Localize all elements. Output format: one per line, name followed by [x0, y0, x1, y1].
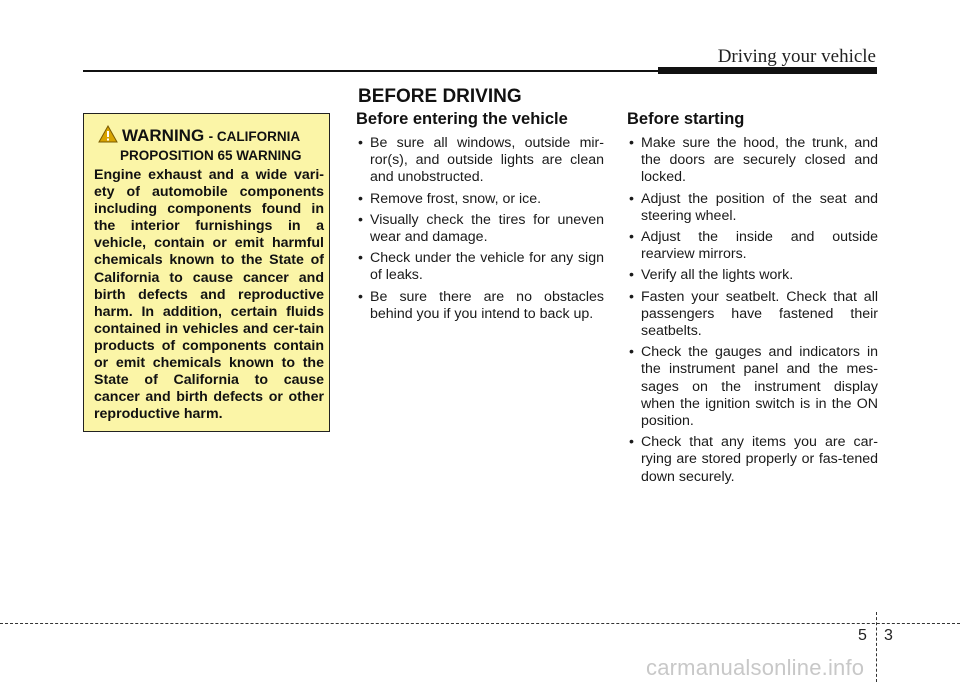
warning-box: [83, 113, 330, 432]
before-entering-list: [356, 135, 604, 323]
warning-subtitle-line2: PROPOSITION 65 WARNING: [120, 148, 302, 163]
list-item: • Check the gauges and indicators in the instrument panel and the mes-sages on the instrument display when the ignition switch is in the ON position.: [627, 344, 878, 430]
page-number: 3: [884, 627, 893, 644]
header-rule-accent: [658, 67, 877, 74]
list-item: • Fasten your seatbelt. Check that all passengers have fastened their seatbelts.: [627, 289, 878, 341]
list-item: • Verify all the lights work.: [627, 267, 878, 284]
list-item: • Make sure the hood, the trunk, and the doors are securely closed and locked.: [627, 135, 878, 187]
warning-subtitle: - CALIFORNIA: [208, 129, 301, 144]
header-rule: [83, 70, 663, 72]
list-item: • Be sure all windows, outside mir-ror(s), and outside lights are clean and unobstructed.: [356, 135, 604, 187]
before-starting-section: [627, 110, 878, 490]
footer-page-divider: [876, 612, 877, 682]
warning-body: Engine exhaust and a wide vari-ety of automobile components including components found in the interior furnishings in a vehicle, contain or emit harmful chemicals known to the State of California to cause cancer and birth defects and reproductive harm. In addition, certain fluids contained in vehicles and cer-tain products of components contain or emit chemicals known to the State of California to cause cancer and birth defects or other reproductive harm.: [94, 167, 324, 423]
warning-word: WARNING: [122, 126, 205, 145]
footer-divider: [0, 623, 960, 624]
before-entering-heading: Before entering the vehicle: [356, 110, 568, 128]
warning-heading: [98, 125, 328, 163]
list-item: • Be sure there are no obstacles behind you if you intend to back up.: [356, 289, 604, 323]
list-item: • Adjust the inside and outside rearview mirrors.: [627, 229, 878, 263]
section-title: BEFORE DRIVING: [358, 86, 522, 107]
chapter-title: Driving your vehicle: [717, 46, 876, 67]
list-item: • Adjust the position of the seat and steering wheel.: [627, 191, 878, 225]
before-entering-section: [356, 110, 604, 327]
list-item: • Check that any items you are car-rying are stored properly or fas-tened down securely.: [627, 434, 878, 486]
warning-triangle-icon: [98, 125, 118, 143]
list-item: • Visually check the tires for uneven wear and damage.: [356, 212, 604, 246]
chapter-number: 5: [858, 627, 867, 644]
list-item: • Check under the vehicle for any sign of leaks.: [356, 250, 604, 284]
before-starting-list: [627, 135, 878, 486]
list-item: • Remove frost, snow, or ice.: [356, 191, 604, 208]
before-starting-heading: Before starting: [627, 110, 745, 128]
watermark: carmanualsonline.info: [646, 655, 865, 680]
